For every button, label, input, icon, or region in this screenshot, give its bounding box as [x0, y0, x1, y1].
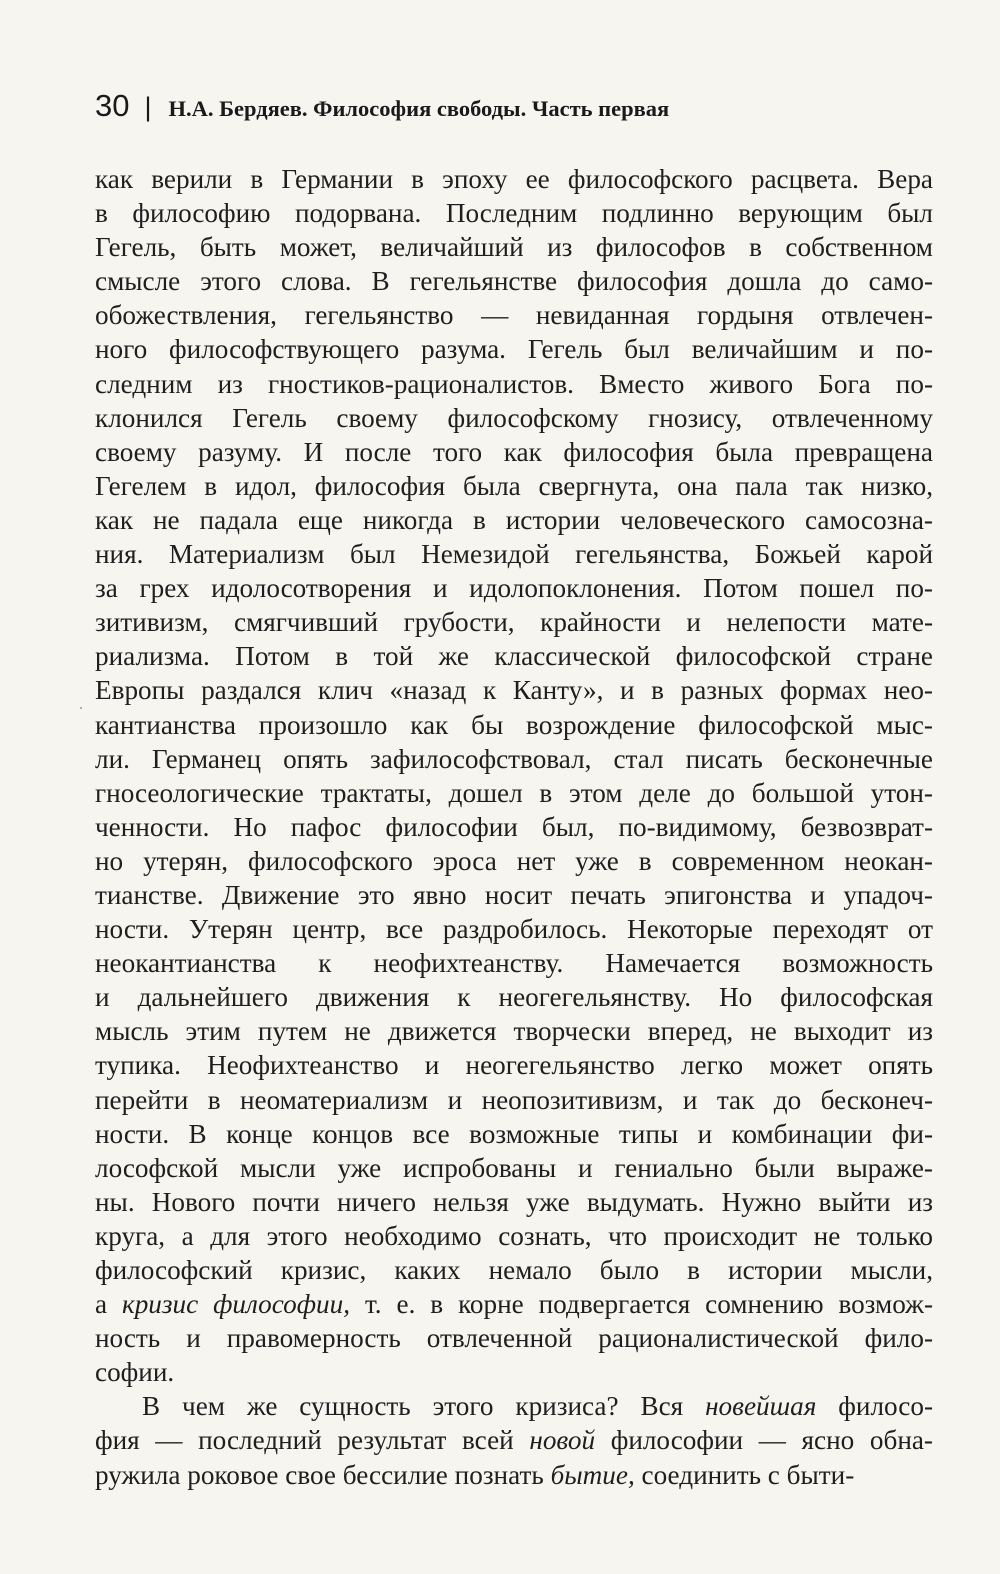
- text-run: В чем же сущность этого кризиса? Вся: [142, 1391, 706, 1422]
- text-line: [95, 537, 933, 571]
- text-line: [95, 230, 933, 264]
- text-run: круга, а для этого необходимо сознать, что происходит не только: [95, 1220, 933, 1251]
- text-run: ности. В конце концов все возможные типы и комбинации фи-: [95, 1118, 933, 1149]
- text-line: [95, 878, 933, 912]
- text-line: [95, 1048, 933, 1082]
- text-run: за грех идолосотворения и идолопоклонения. Потом пошел по-: [95, 573, 933, 604]
- text-run: т. е. в корне подвергается сомнению возмож-: [350, 1289, 933, 1320]
- text-line: [95, 810, 933, 844]
- running-header: [95, 88, 669, 128]
- text-run: и дальнейшего движения к неогегельянству. Но философская: [95, 982, 933, 1013]
- italic-emphasis: бытие,: [550, 1459, 635, 1490]
- paper-speck: [80, 707, 82, 709]
- text-line: [95, 298, 933, 332]
- text-run: но утерян, философского эроса нет уже в современном неокан-: [95, 845, 933, 876]
- text-line: [95, 844, 933, 878]
- text-run: Гегель, быть может, величайший из философов в собственном: [95, 232, 933, 263]
- body-text: [95, 162, 933, 1492]
- text-run: ность и правомерность отвлеченной рационалистической фило-: [95, 1323, 933, 1354]
- text-line: [95, 1151, 933, 1185]
- text-line: [95, 1321, 933, 1355]
- text-line: [95, 1083, 933, 1117]
- text-line: [95, 367, 933, 401]
- text-run: лософской мысли уже испробованы и гениально были выраже-: [95, 1152, 933, 1183]
- running-title: Н.А. Бердяев. Философия свободы. Часть первая: [168, 96, 670, 121]
- text-line: [95, 946, 933, 980]
- text-run: фия — последний результат всей: [95, 1425, 530, 1456]
- text-run: ния. Материализм был Немезидой гегельянства, Божьей карой: [95, 539, 933, 570]
- text-line: [95, 469, 933, 503]
- text-line: [95, 435, 933, 469]
- text-run: ли. Германец опять зафилософствовал, стал писать бесконечные: [95, 743, 933, 774]
- text-line: [95, 980, 933, 1014]
- text-run: кантианства произошло как бы возрождение философской мыс-: [95, 709, 933, 740]
- text-line: [95, 1185, 933, 1219]
- text-run: риализма. Потом в той же классической философской стране: [95, 641, 933, 672]
- text-run: ченности. Но пафос философии был, по-видимому, безвозврат-: [95, 811, 933, 842]
- text-line: [95, 1219, 933, 1253]
- text-run: следним из гностиков-рационалистов. Вместо живого Бога по-: [95, 368, 933, 399]
- text-run: ного философствующего разума. Гегель был величайшим и по-: [95, 334, 933, 365]
- text-run: как верили в Германии в эпоху ее философского расцвета. Вера: [95, 164, 933, 194]
- text-run: смысле этого слова. В гегельянстве философия дошла до само-: [95, 266, 933, 297]
- text-line: [95, 196, 933, 230]
- text-line: [95, 1117, 933, 1151]
- text-run: филосо-: [816, 1391, 933, 1422]
- text-run: клонился Гегель своему философскому гнозису, отвлеченному: [95, 402, 933, 433]
- text-line: [95, 776, 933, 810]
- text-run: неокантианства к неофихтеанству. Намечается возможность: [95, 948, 933, 979]
- text-run: мысль этим путем не движется творчески вперед, не выходит из: [95, 1016, 933, 1047]
- text-run: зитивизм, смягчивший грубости, крайности и нелепости мате-: [95, 607, 933, 638]
- page-number: 30: [95, 88, 130, 123]
- text-line: [95, 673, 933, 707]
- text-line: [95, 708, 933, 742]
- text-line: [95, 1389, 933, 1423]
- text-run: Гегелем в идол, философия была свергнута, она пала так низко,: [95, 470, 933, 501]
- text-run: ны. Нового почти ничего нельзя уже выдумать. Нужно выйти из: [95, 1186, 933, 1217]
- text-line: [95, 1458, 933, 1492]
- text-run: философии — ясно обна-: [595, 1425, 933, 1456]
- text-line: [95, 639, 933, 673]
- text-line: [95, 1253, 933, 1287]
- text-run: как не падала еще никогда в истории человеческого самосозна-: [95, 504, 933, 535]
- text-run: софии.: [95, 1357, 175, 1388]
- text-run: философский кризис, каких немало было в истории мысли,: [95, 1255, 933, 1285]
- text-run: своему разуму. И после того как философия была превращена: [95, 436, 933, 467]
- text-line: [95, 571, 933, 605]
- text-run: ружила роковое свое бессилие познать: [95, 1459, 551, 1490]
- text-run: перейти в неоматериализм и неопозитивизм, и так до бесконеч-: [95, 1084, 933, 1115]
- text-line: [95, 1423, 933, 1457]
- text-run: ности. Утерян центр, все раздробилось. Некоторые переходят от: [95, 914, 933, 945]
- text-run: а: [95, 1289, 122, 1320]
- italic-emphasis: новой: [529, 1425, 596, 1456]
- italic-emphasis: новейшая: [705, 1391, 817, 1422]
- text-line: [95, 503, 933, 537]
- header-separator: |: [144, 92, 152, 122]
- text-run: обожествления, гегельянство — невиданная гордыня отвлечен-: [95, 300, 933, 331]
- text-run: в философию подорвана. Последним подлинно верующим был: [95, 198, 933, 229]
- italic-emphasis: кризис философии,: [122, 1289, 351, 1320]
- text-run: соединить с быти-: [634, 1459, 855, 1490]
- text-line: [95, 1014, 933, 1048]
- text-run: Европы раздался клич «назад к Канту», и в разных формах нео-: [95, 675, 933, 706]
- text-run: тианстве. Движение это явно носит печать эпигонства и упадоч-: [95, 879, 933, 910]
- text-line: [95, 401, 933, 435]
- text-run: тупика. Неофихтеанство и неогегельянство легко может опять: [95, 1050, 933, 1081]
- text-line: [95, 912, 933, 946]
- text-line: [95, 162, 933, 196]
- text-line: [95, 1355, 933, 1389]
- text-line: [95, 742, 933, 776]
- text-line: [95, 332, 933, 366]
- text-run: гносеологические трактаты, дошел в этом деле до большой утон-: [95, 777, 933, 808]
- text-line: [95, 1287, 933, 1321]
- text-line: [95, 605, 933, 639]
- text-line: [95, 264, 933, 298]
